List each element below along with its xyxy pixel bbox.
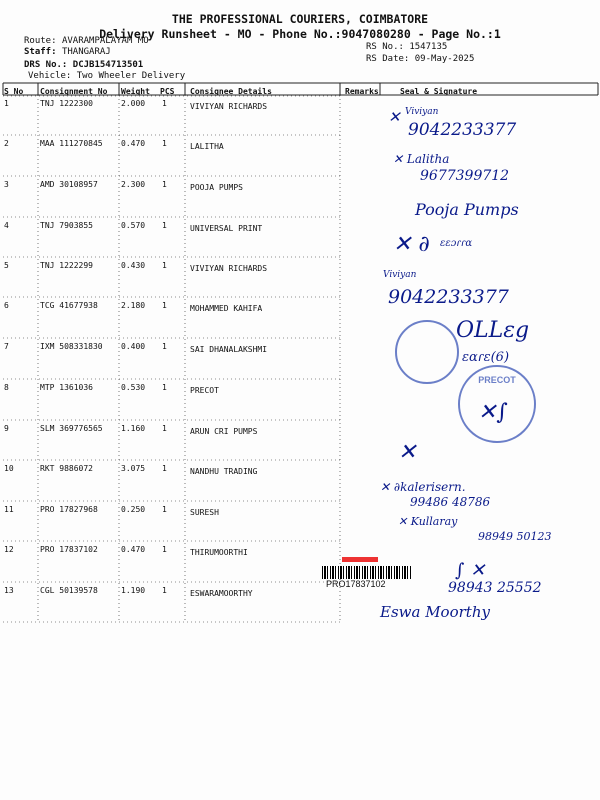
- column-header: PCS: [160, 87, 175, 96]
- row-consignment-no: PRO 17827968: [40, 505, 98, 514]
- row-consignment-no: IXM 508331830: [40, 342, 103, 351]
- row-consignment-no: CGL 50139578: [40, 586, 98, 595]
- row-consignee: ARUN CRI PUMPS: [190, 427, 258, 436]
- column-header: Consignee Details: [190, 87, 272, 96]
- row-pcs: 1: [162, 180, 167, 189]
- column-header: S No: [4, 87, 24, 96]
- row-sno: 9: [4, 424, 9, 433]
- row-consignee: THIRUMOORTHI: [190, 548, 248, 557]
- row-pcs: 1: [162, 99, 167, 108]
- signature-row-13: Eswa Moorthy: [380, 603, 490, 621]
- signature-row-2-phone: 9677399712: [420, 168, 510, 184]
- row-pcs: 1: [162, 505, 167, 514]
- signature-row-3: Pooja Pumps: [415, 200, 519, 219]
- row-sno: 11: [4, 505, 14, 514]
- signature-row-11: ✕ Kullaray: [398, 515, 458, 528]
- row-sno: 1: [4, 99, 9, 108]
- row-consignment-no: AMD 30108957: [40, 180, 98, 189]
- signature-row-10: ✕ ∂kalerisern.: [380, 480, 466, 494]
- signature-row-12: ∫ ✕: [455, 560, 486, 581]
- rs-number: RS No.: 1547135: [366, 42, 448, 52]
- row-sno: 12: [4, 545, 14, 554]
- column-header: Weight: [121, 87, 150, 96]
- signature-row-7: ɛɑɾɛ(6): [462, 350, 510, 365]
- row-sno: 10: [4, 464, 14, 473]
- row-sno: 8: [4, 383, 9, 392]
- seal-stamp-row-6: [395, 320, 459, 384]
- barcode-label: [318, 552, 418, 592]
- staff-value: THANGARAJ: [61, 47, 111, 57]
- row-pcs: 1: [162, 139, 167, 148]
- row-sno: 13: [4, 586, 14, 595]
- row-sno: 6: [4, 301, 9, 310]
- row-consignment-no: SLM 369776565: [40, 424, 103, 433]
- row-consignment-no: TNJ 1222300: [40, 99, 93, 108]
- row-consignee: ESWARAMOORTHY: [190, 589, 253, 598]
- row-consignee: POOJA PUMPS: [190, 183, 243, 192]
- signature-row-10-phone: 99486 48786: [410, 495, 491, 509]
- row-weight: 3.075: [121, 464, 146, 473]
- column-header: Consignment No: [40, 87, 108, 96]
- signature-row-12-phone: 98943 25552: [448, 580, 542, 596]
- row-consignee: VIVIYAN RICHARDS: [190, 264, 268, 273]
- column-header: Remarks: [345, 87, 379, 96]
- route-label: Route:: [24, 36, 57, 46]
- row-weight: 0.250: [121, 505, 146, 514]
- row-sno: 3: [4, 180, 9, 189]
- row-consignee: UNIVERSAL PRINT: [190, 224, 263, 233]
- row-weight: 2.000: [121, 99, 146, 108]
- signature-row-2: ✕ Lalitha: [393, 152, 450, 166]
- runsheet-title: Delivery Runsheet - MO - Phone No.:9047080280 - Page No.:1: [99, 27, 501, 41]
- row-sno: 5: [4, 261, 9, 270]
- signature-row-9: ✕: [398, 440, 417, 465]
- signature-row-8: ✕∫: [478, 400, 508, 425]
- row-sno: 2: [4, 139, 9, 148]
- row-consignee: VIVIYAN RICHARDS: [190, 102, 268, 111]
- row-weight: 0.530: [121, 383, 146, 392]
- row-weight: 0.400: [121, 342, 146, 351]
- row-pcs: 1: [162, 424, 167, 433]
- signature-row-6: OLLɛg: [456, 318, 530, 343]
- signature-row-1-phone: 9042233377: [408, 120, 517, 140]
- row-consignee: MOHAMMED KAHIFA: [190, 304, 263, 313]
- row-pcs: 1: [162, 301, 167, 310]
- row-pcs: 1: [162, 261, 167, 270]
- signature-row-4-scribble: ɛɛɔɾɾɑ: [440, 238, 473, 249]
- row-consignment-no: RKT 9886072: [40, 464, 93, 473]
- row-weight: 0.470: [121, 139, 146, 148]
- signature-row-4: ✕ ∂: [393, 232, 430, 257]
- row-pcs: 1: [162, 383, 167, 392]
- signature-row-5-phone: 9042233377: [388, 286, 509, 308]
- row-consignment-no: TNJ 1222299: [40, 261, 93, 270]
- barcode-text: PRO17837102: [326, 579, 386, 589]
- row-consignee: SAI DHANALAKSHMI: [190, 345, 268, 354]
- row-weight: 2.180: [121, 301, 146, 310]
- row-consignment-no: TCG 41677938: [40, 301, 98, 310]
- row-consignee: LALITHA: [190, 142, 224, 151]
- column-header: Seal & Signature: [400, 87, 478, 96]
- row-consignee: PRECOT: [190, 386, 219, 395]
- signature-row-1-scribble: Viviyan: [405, 107, 439, 117]
- row-sno: 4: [4, 221, 9, 230]
- row-consignment-no: MAA 111270845: [40, 139, 103, 148]
- row-sno: 7: [4, 342, 9, 351]
- row-weight: 2.300: [121, 180, 146, 189]
- staff-label: Staff:: [24, 47, 57, 57]
- row-weight: 0.470: [121, 545, 146, 554]
- signature-row-11-phone: 98949 50123: [478, 530, 552, 543]
- row-pcs: 1: [162, 586, 167, 595]
- company-title: THE PROFESSIONAL COURIERS, COIMBATORE: [171, 12, 429, 26]
- signature-row-1: ✕: [388, 108, 401, 126]
- rs-date: RS Date: 09-May-2025: [366, 54, 475, 64]
- barcode-bars: [322, 566, 412, 579]
- row-pcs: 1: [162, 221, 167, 230]
- row-weight: 1.190: [121, 586, 146, 595]
- vehicle-line: Vehicle: Two Wheeler Delivery: [28, 71, 186, 81]
- row-weight: 0.570: [121, 221, 146, 230]
- row-weight: 0.430: [121, 261, 146, 270]
- row-consignment-no: TNJ 7903855: [40, 221, 93, 230]
- route-value: AVARAMPALAYAM MO: [61, 36, 149, 46]
- precot-seal-text: PRECOT: [478, 375, 516, 385]
- row-pcs: 1: [162, 464, 167, 473]
- row-consignment-no: MTP 1361036: [40, 383, 93, 392]
- drs-label: DRS No.:: [24, 60, 68, 70]
- row-pcs: 1: [162, 545, 167, 554]
- row-consignee: SURESH: [190, 508, 219, 517]
- signature-row-5-scribble: Viviyan: [383, 270, 417, 280]
- row-pcs: 1: [162, 342, 167, 351]
- row-weight: 1.160: [121, 424, 146, 433]
- row-consignee: NANDHU TRADING: [190, 467, 258, 476]
- barcode-brand-mark: [342, 557, 378, 562]
- row-consignment-no: PRO 17837102: [40, 545, 98, 554]
- drs-value: DCJB154713501: [72, 60, 144, 70]
